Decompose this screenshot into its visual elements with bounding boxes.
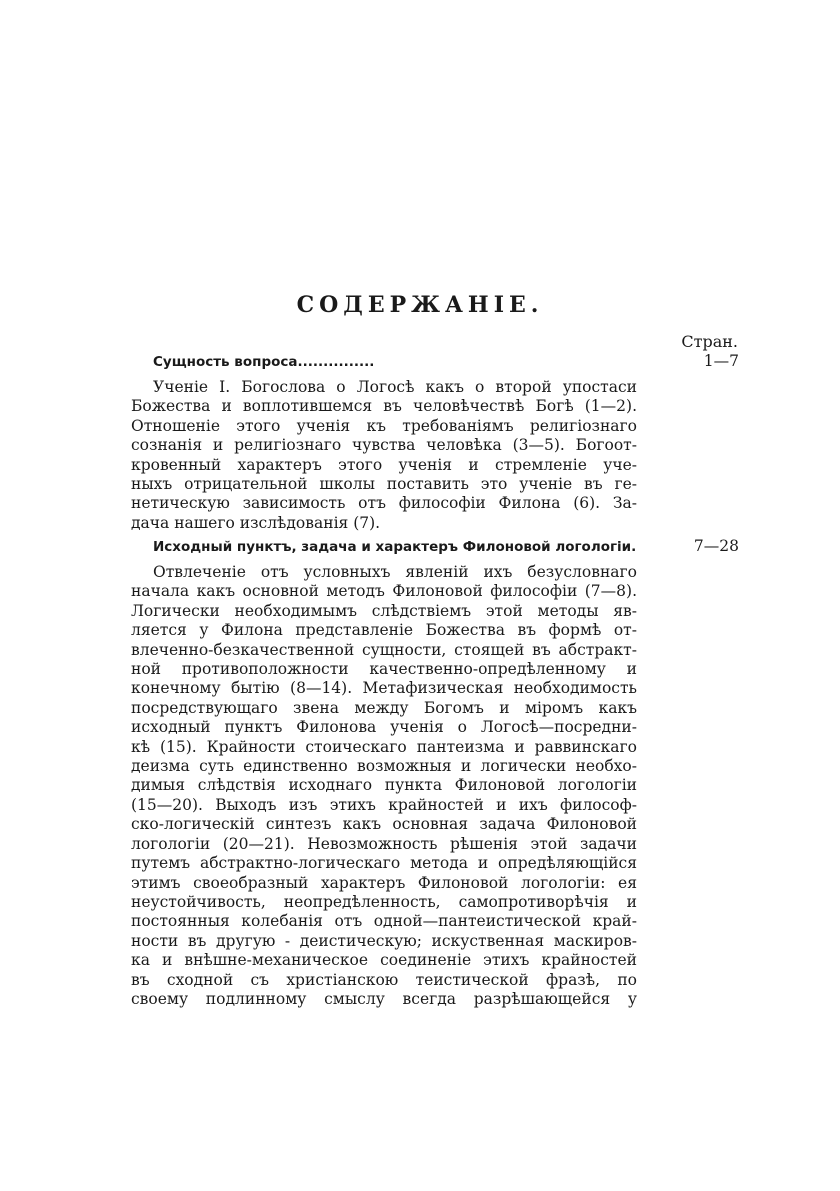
summary-line: ности въ другую - деистическую; искуственная маскиров-	[131, 931, 637, 950]
summary-line: кѣ (15). Крайности стоическаго пантеизма и раввинскаго	[131, 737, 637, 756]
summary-line: ныхъ отрицательной школы поставить это ученіе въ ге-	[131, 475, 637, 494]
toc-entry-summary	[131, 378, 637, 533]
summary-line: ной противоположности качественно-опредѣленному и	[131, 660, 637, 679]
summary-line: своему подлинному смыслу всегда разрѣшающейся у	[131, 989, 637, 1008]
toc-entry-summary	[131, 563, 637, 1009]
summary-line: въ сходной съ христіанскою теистической фразѣ, по	[131, 970, 637, 989]
summary-line: ка и внѣшне-механическое соединеніе этихъ крайностей	[131, 951, 637, 970]
summary-line: исходный пунктъ Филонова ученія о Логосѣ—посредни-	[131, 718, 637, 737]
summary-line: кровенный характеръ этого ученія и стремленіе уче-	[131, 455, 637, 474]
summary-line: (15—20). Выходъ изъ этихъ крайностей и ихъ философ-	[131, 795, 637, 814]
summary-line: сознанія и религіознаго чувства человѣка (3—5). Богоот-	[131, 436, 637, 455]
summary-line: Отвлеченіе отъ условныхъ явленій ихъ безусловнаго	[153, 563, 637, 581]
toc-section	[131, 352, 739, 533]
summary-line: ляется у Филона представленіе Божества въ формѣ от-	[131, 621, 637, 640]
toc-section	[131, 537, 739, 1009]
summary-line: влеченно-безкачественной сущности, стоящей въ абстракт-	[131, 640, 637, 659]
toc-entry-title: Сущность вопроса...............	[153, 354, 375, 370]
toc-entry-title: Исходный пунктъ, задача и характеръ Филоновой логологіи.	[153, 539, 637, 555]
toc-entry-pages: 1—7	[703, 352, 739, 370]
summary-line: начала какъ основной методъ Филоновой философіи (7—8).	[131, 582, 637, 601]
toc-entry-pages: 7—28	[693, 537, 739, 555]
summary-line: Логически необходимымъ слѣдствіемъ этой методы яв-	[131, 601, 637, 620]
summary-line: Отношеніе этого ученія къ требованіямъ религіознаго	[131, 416, 637, 435]
summary-line: посредствующаго звена между Богомъ и міромъ какъ	[131, 698, 637, 717]
summary-line: этимъ своеобразный характеръ Филоновой логологіи: ея	[131, 873, 637, 892]
summary-line: Божества и воплотившемся въ человѣчествѣ Богѣ (1—2).	[131, 397, 637, 416]
pages-column-label: Стран.	[681, 332, 738, 351]
summary-line: нетическую зависимость отъ философіи Филона (6). За-	[131, 494, 637, 513]
summary-line: неустойчивость, неопредѣленность, самопротиворѣчія и	[131, 892, 637, 911]
summary-line: Ученіе І. Богослова о Логосѣ какъ о второй упостаси	[153, 378, 637, 396]
summary-line: дача нашего изслѣдованія (7).	[131, 513, 381, 532]
summary-line: димыя слѣдствія исходнаго пункта Филоновой логологіи	[131, 776, 637, 795]
toc-entry-heading-row[interactable]	[131, 352, 739, 374]
page-title: СОДЕРЖАНІЕ.	[296, 292, 544, 318]
summary-line: ско-логическій синтезъ какъ основная задача Филоновой	[131, 815, 637, 834]
toc-entry-heading-row[interactable]	[131, 537, 739, 559]
summary-line: конечному бытію (8—14). Метафизическая необходимость	[131, 679, 637, 698]
summary-line: деизма суть единственно возможныя и логически необхо-	[131, 757, 637, 776]
summary-line: постоянныя колебанія отъ одной—пантеистической край-	[131, 912, 637, 931]
summary-line: путемъ абстрактно-логическаго метода и опредѣляющійся	[131, 854, 637, 873]
summary-line: логологіи (20—21). Невозможность рѣшенія этой задачи	[131, 834, 637, 853]
